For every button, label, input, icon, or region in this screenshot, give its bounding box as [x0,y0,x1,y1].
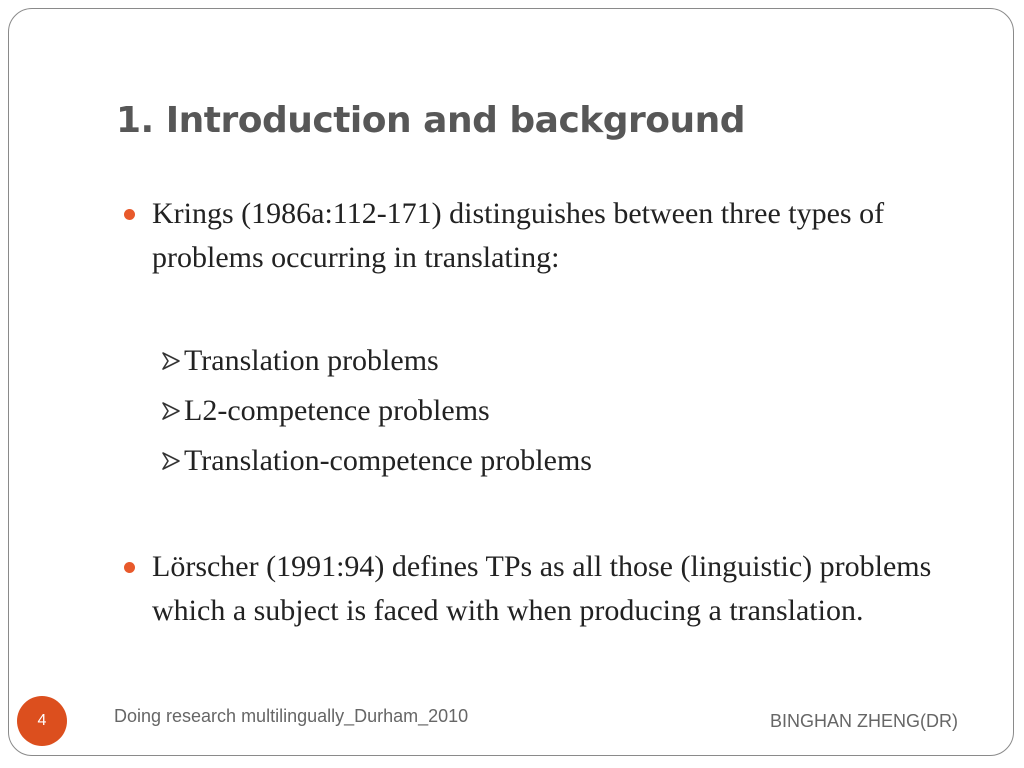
arrow-bullet-icon [160,350,182,372]
sub-item-l2-competence-problems [160,394,490,428]
bullet-1-text: Krings (1986a:112-171) distinguishes between three types of problems occurring in translating: [152,197,885,274]
arrow-bullet-icon [160,450,182,472]
bullet-dot [124,562,135,573]
footer-author: BINGHAN ZHENG(DR) [770,711,958,731]
sub-item-label: Translation problems [184,344,439,377]
bullet-dot [124,209,135,220]
sub-item-translation-competence-problems [160,444,592,478]
bullet-2-text: Lörscher (1991:94) defines TPs as all those (linguistic) problems which a subject is faced with when producing a translation. [152,550,932,627]
sub-item-label: L2-competence problems [184,394,490,427]
arrow-bullet-icon [160,400,182,422]
slide-title: 1. Introduction and background [116,100,746,141]
footer-left-text: Doing research multilingually_Durham_2010 [114,706,469,726]
sub-item-label: Translation-competence problems [184,444,592,477]
sub-item-translation-problems [160,344,439,378]
page-number-badge: 4 [17,696,67,746]
